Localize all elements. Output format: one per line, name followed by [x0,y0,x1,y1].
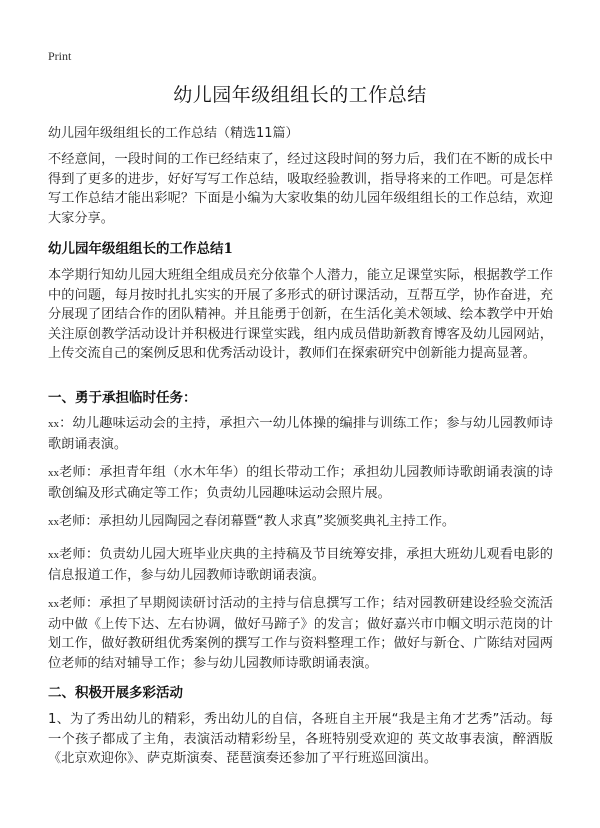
name-placeholder: xx [48,418,59,430]
section-heading-1: 幼儿园年级组组长的工作总结1 [48,241,233,257]
name-placeholder: xx [48,549,59,561]
page-title: 幼儿园年级组组长的工作总结 [173,84,427,106]
task-text: 老师：负责幼儿园大班毕业庆典的主持稿及节目统筹安排，承担大班幼儿观看电影的信息报道工作，参与幼儿园教师诗歌朗诵表演。 [48,547,553,583]
intro-paragraph: 不经意间，一段时间的工作已经结束了，经过这段时间的努力后，我们在不断的成长中得到了更多的进步，好好写写工作总结，吸取经验教训，指导将来的工作吧。可是怎样写工作总结才能出彩呢？下面是小编为大家收集的幼儿园年级组组长的工作总结，欢迎大家分享。 [48,152,553,226]
name-placeholder: xx [48,467,59,479]
task-text: 老师：承担了早期阅读研讨活动的主持与信息撰写工作；结对园教研建设经验交流活动中做《上传下达、左右协调，做好马蹄子》的发言；做好嘉兴市巾帼文明示范岗的计划工作，做好教研组优秀案例的撰写工作与资料整理工作；做好与新仓、广陈结对园两位老师的结对辅导工作；参与幼儿园教师诗歌朗诵表演。 [48,596,553,671]
document-subtitle: 幼儿园年级组组长的工作总结（精选11篇） [48,126,299,141]
name-placeholder: xx [48,516,59,528]
part-1-heading: 一、勇于承担临时任务： [48,390,197,406]
task-text: 老师：承担青年组（水木年华）的组长带动工作；承担幼儿园教师诗歌朗诵表演的诗歌创编及形式确定等工作；负责幼儿园趣味运动会照片展。 [48,465,553,501]
print-label[interactable]: Print [48,49,72,63]
task-text: ：幼儿趣味运动会的主持，承担六一幼儿体操的编排与训练工作；参与幼儿园教师诗歌朗诵表演。 [48,416,553,452]
name-placeholder: xx [48,598,59,610]
task-item [48,594,553,673]
task-item [48,414,553,454]
task-text: 老师：承担幼儿园陶园之春闭幕暨“教人求真”奖颁奖典礼主持工作。 [59,514,456,529]
task-item [48,545,553,585]
part-2-heading: 二、积极开展多彩活动 [48,685,183,701]
task-item [48,463,553,503]
section-1-body: 本学期行知幼儿园大班组全组成员充分依靠个人潜力，能立足课堂实际，根据教学工作中的问题，每月按时扎扎实实的开展了多形式的研讨课活动，互帮互学，协作奋进，充分展现了团结合作的团队精神。并且能勇于创新，在生活化美术领域、绘本教学中开始关注原创教学活动设计并积极进行课堂实践，组内成员借助新教育博客及幼儿园网站，上传交流自己的案例反思和优秀活动设计，教师们在探索研究中创新能力提高显著。 [48,268,553,361]
activity-item: 1、为了秀出幼儿的精彩，秀出幼儿的自信，各班自主开展“我是主角才艺秀”活动。每一个孩子都成了主角，表演活动精彩纷呈，各班特别受欢迎的 英文故事表演，醉酒版《北京欢迎你》、萨克斯演奏、琵琶演奏还参加了平行班巡回演出。 [48,712,553,766]
task-item [48,512,553,533]
